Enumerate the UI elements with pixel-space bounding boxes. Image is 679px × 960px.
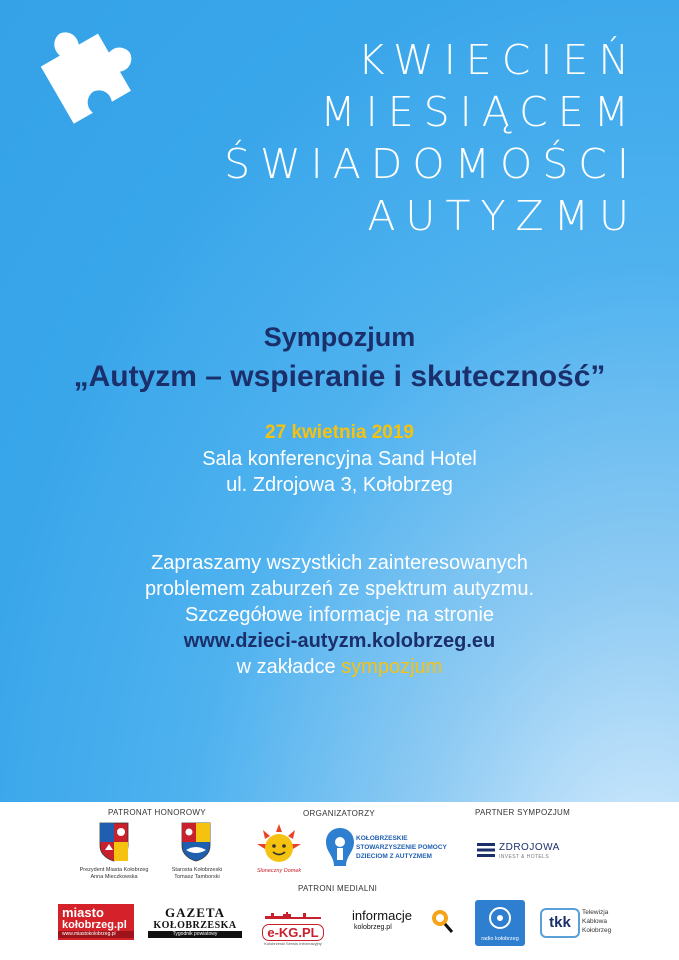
media-4-line-2: kolobrzeg.pl bbox=[354, 924, 392, 931]
media-6-line-3: Kołobrzeg bbox=[582, 927, 612, 934]
honorary-patronage-label: PATRONAT HONOROWY bbox=[108, 808, 206, 817]
media-3-name: e-KG.PL bbox=[262, 924, 324, 941]
organizers-label: ORGANIZATORZY bbox=[303, 809, 376, 818]
patron-2-caption bbox=[157, 867, 237, 881]
media-1-bottom: kołobrzeg.pl bbox=[62, 919, 127, 931]
title-line-2: MIESIĄCEM bbox=[320, 88, 639, 136]
tab-prefix: w zakładce bbox=[236, 656, 336, 678]
media-4-line-1: informacje bbox=[352, 908, 412, 923]
zdrojowa-logo-icon bbox=[477, 842, 495, 858]
patron-2-name: Tomasz Tamborski bbox=[174, 874, 220, 880]
tkk-name bbox=[582, 908, 611, 935]
media-2-line-3: Tygodnik powiatowy bbox=[148, 931, 242, 938]
organizer-2-line-1: KOŁOBRZESKIE bbox=[356, 835, 408, 842]
partner-subtitle: INVEST & HOTELS bbox=[499, 854, 550, 860]
organizer-1-name: Słoneczny Domek bbox=[256, 868, 302, 874]
symposium-label: Sympozjum bbox=[263, 322, 416, 352]
patron-2-role: Starosta Kołobrzeski bbox=[171, 867, 223, 873]
media-2-line-2: KOŁOBRZESKA bbox=[153, 920, 237, 931]
organizer-2-line-2: STOWARZYSZENIE POMOCY bbox=[356, 844, 447, 851]
media-6-line-1: Telewizja bbox=[582, 909, 609, 916]
patron-1-role: Prezydent Miasta Kołobrzeg bbox=[79, 867, 149, 873]
kolobrzeg-county-crest-icon bbox=[181, 822, 211, 862]
invitation-line-5 bbox=[0, 654, 679, 680]
media-1-url: www.miastokolobrzeg.pl bbox=[58, 931, 134, 938]
radio-kolobrzeg-logo bbox=[475, 900, 525, 946]
invitation-text bbox=[0, 550, 679, 680]
partner-name: ZDROJOWA bbox=[499, 842, 560, 853]
informacje-kolobrzeg-logo bbox=[352, 908, 432, 932]
miasto-kolobrzeg-logo bbox=[58, 904, 134, 940]
gazeta-kolobrzeska-logo bbox=[148, 906, 242, 938]
title-line-4: AUTYZMU bbox=[367, 192, 639, 240]
media-6-abbr: tkk bbox=[540, 908, 580, 938]
main-title bbox=[224, 34, 639, 242]
media-3-subtitle: Kołobrzeski Serwis Informacyjny bbox=[264, 941, 322, 946]
magnifier-icon bbox=[430, 908, 454, 934]
tab-name: sympozjum bbox=[341, 656, 443, 678]
patron-1-caption bbox=[74, 867, 154, 881]
event-address: ul. Zdrojowa 3, Kołobrzeg bbox=[226, 474, 453, 496]
media-6-line-2: Kablowa bbox=[582, 918, 607, 925]
media-1-top: miasto bbox=[62, 905, 104, 920]
organizer-2-line-3: DZIECIOM Z AUTYZMEM bbox=[356, 853, 432, 860]
radio-circle-icon bbox=[475, 900, 525, 930]
partner-label: PARTNER SYMPOZJUM bbox=[475, 808, 571, 817]
media-patrons-label: PATRONI MEDIALNI bbox=[298, 884, 378, 893]
event-venue: Sala konferencyjna Sand Hotel bbox=[202, 448, 477, 470]
ekg-skyline-icon bbox=[263, 911, 323, 919]
puzzle-piece-icon bbox=[20, 12, 145, 137]
media-2-line-1: GAZETA bbox=[165, 905, 225, 920]
invitation-line-1: Zapraszamy wszystkich zainteresowanych bbox=[151, 552, 528, 574]
stowarzyszenie-logo-icon bbox=[322, 826, 358, 870]
title-line-1: KWIECIEŃ bbox=[357, 36, 639, 84]
invitation-line-2: problemem zaburzeń ze spektrum autyzmu. bbox=[144, 578, 535, 600]
ekg-logo bbox=[262, 906, 324, 947]
kolobrzeg-city-crest-icon bbox=[99, 822, 129, 862]
sponsors-footer bbox=[0, 802, 679, 960]
patron-1-name: Anna Mieczkowska bbox=[90, 874, 138, 880]
title-line-3: ŚWIADOMOŚCI bbox=[224, 140, 639, 188]
media-5-name: radio kołobrzeg bbox=[481, 936, 519, 942]
sloneczny-domek-logo bbox=[255, 824, 303, 874]
symposium-title: „Autyzm – wspieranie i skuteczność” bbox=[73, 360, 606, 393]
website-link[interactable]: www.dzieci-autyzm.kolobrzeg.eu bbox=[183, 630, 496, 652]
organizer-2-name bbox=[356, 834, 451, 861]
invitation-line-3: Szczegółowe informacje na stronie bbox=[184, 604, 495, 626]
event-date: 27 kwietnia 2019 bbox=[265, 422, 414, 443]
